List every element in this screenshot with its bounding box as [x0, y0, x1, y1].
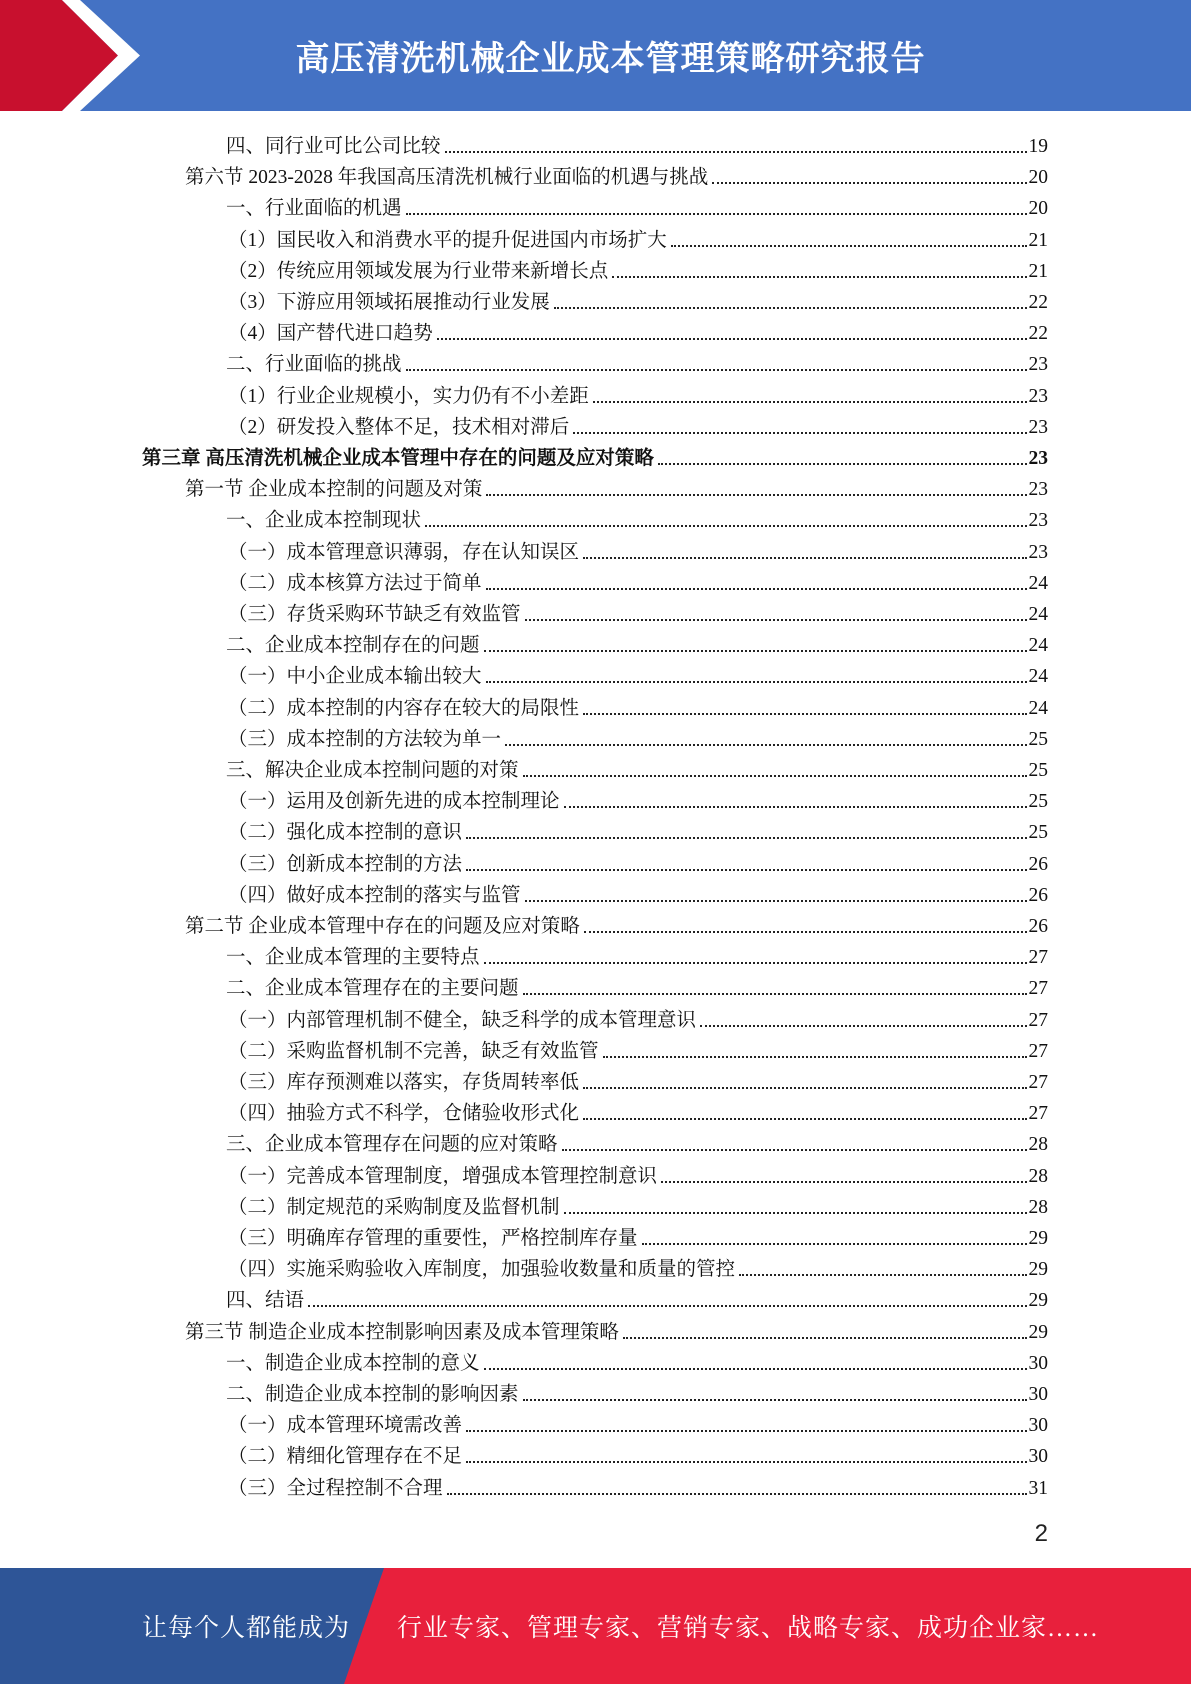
toc-leader-dots: [593, 401, 1027, 403]
toc-entry-title: （一）中小企业成本输出较大: [228, 666, 482, 688]
toc-entry[interactable]: [185, 471, 1048, 502]
toc-entry-title: 三、企业成本管理存在问题的应对策略: [226, 1134, 558, 1156]
toc-entry[interactable]: [226, 502, 1048, 533]
toc-entry-title: 一、制造企业成本控制的意义: [226, 1352, 480, 1374]
toc-entry-title: （3）下游应用领域拓展推动行业发展: [228, 292, 550, 313]
toc-entry-title: （二）成本核算方法过于简单: [228, 572, 482, 594]
toc-entry-page: 24: [1028, 666, 1048, 688]
toc-leader-dots: [583, 1087, 1026, 1089]
toc-entry-title: （1）行业企业规模小，实力仍有不小差距: [228, 385, 589, 407]
report-footer: [0, 1568, 1191, 1684]
toc-entry-title: 第六节 2023-2028 年我国高压清洗机械行业面临的机遇与挑战: [185, 167, 709, 189]
toc-leader-dots: [603, 1056, 1027, 1058]
toc-entry[interactable]: [228, 1158, 1048, 1189]
toc-entry-title: （三）全过程控制不合理: [228, 1477, 443, 1499]
toc-entry[interactable]: [226, 346, 1048, 377]
toc-entry-title: （2）研发投入整体不足，技术相对滞后: [228, 416, 570, 438]
toc-entry-title: （四）实施采购验收入库制度，加强验收数量和质量的管控: [228, 1259, 736, 1281]
toc-entry[interactable]: [185, 159, 1048, 190]
toc-entry-page: 20: [1028, 198, 1048, 220]
toc-entry-title: （二）强化成本控制的意识: [228, 822, 463, 844]
toc-leader-dots: [642, 1243, 1027, 1245]
toc-entry[interactable]: [142, 440, 1048, 471]
toc-leader-dots: [406, 213, 1027, 215]
toc-entry-page: 21: [1028, 229, 1048, 251]
toc-entry[interactable]: [228, 846, 1048, 877]
toc-entry-page: 23: [1028, 510, 1048, 532]
toc-entry[interactable]: [228, 658, 1048, 689]
toc-entry[interactable]: [228, 596, 1048, 627]
toc-entry-page: 27: [1028, 947, 1048, 969]
toc-entry[interactable]: [185, 908, 1048, 939]
footer-slogan-left: 让每个人都能成为: [142, 1615, 351, 1642]
toc-entry-page: 29: [1028, 1290, 1048, 1312]
toc-entry-title: （三）明确库存管理的重要性，严格控制库存量: [228, 1228, 638, 1249]
page-number: 2: [1034, 1520, 1048, 1547]
toc-entry[interactable]: [228, 409, 1048, 440]
toc-entry-page: 23: [1028, 416, 1048, 438]
toc-leader-dots: [700, 1025, 1026, 1027]
toc-entry-page: 25: [1028, 822, 1048, 844]
toc-entry-page: 24: [1028, 697, 1048, 719]
toc-entry-title: 一、企业成本控制现状: [226, 510, 422, 532]
toc-leader-dots: [466, 1430, 1026, 1432]
toc-entry-title: 四、结语: [226, 1290, 305, 1312]
toc-entry-page: 27: [1028, 1072, 1048, 1093]
report-title: 高压清洗机械企业成本管理策略研究报告: [295, 39, 926, 79]
toc-entry[interactable]: [226, 939, 1048, 970]
toc-leader-dots: [523, 993, 1027, 995]
toc-entry-page: 26: [1028, 884, 1048, 906]
toc-entry[interactable]: [228, 1095, 1048, 1126]
toc-entry[interactable]: [228, 1470, 1048, 1501]
toc-entry-page: 30: [1028, 1352, 1048, 1374]
toc-entry-page: 25: [1028, 728, 1048, 750]
toc-leader-dots: [486, 588, 1027, 590]
toc-entry[interactable]: [228, 1251, 1048, 1282]
toc-entry-page: 23: [1028, 354, 1048, 376]
toc-entry-page: 23: [1028, 479, 1048, 501]
toc-entry-title: （二）制定规范的采购制度及监督机制: [228, 1196, 560, 1218]
toc-leader-dots: [466, 869, 1026, 871]
toc-entry[interactable]: [228, 814, 1048, 845]
toc-leader-dots: [661, 1181, 1026, 1183]
toc-entry-title: （四）做好成本控制的落实与监管: [228, 884, 521, 906]
toc-leader-dots: [505, 744, 1026, 746]
toc-leader-dots: [447, 1493, 1027, 1495]
toc-leader-dots: [583, 1118, 1026, 1120]
toc-entry-page: 27: [1028, 978, 1048, 1000]
toc-leader-dots: [712, 182, 1026, 184]
toc-leader-dots: [445, 151, 1027, 153]
toc-entry-title: 二、制造企业成本控制的影响因素: [226, 1384, 519, 1405]
toc-entry[interactable]: [228, 783, 1048, 814]
toc-entry-page: 23: [1028, 448, 1048, 469]
toc-entry[interactable]: [228, 1064, 1048, 1095]
toc-entry-title: （二）精细化管理存在不足: [228, 1446, 463, 1468]
toc-leader-dots: [562, 1149, 1027, 1151]
toc-entry-title: 一、行业面临的机遇: [226, 198, 402, 220]
toc-leader-dots: [612, 276, 1026, 278]
toc-entry-page: 21: [1028, 260, 1048, 282]
toc-entry-page: 25: [1028, 791, 1048, 813]
toc-leader-dots: [486, 494, 1026, 496]
header-arrow-decoration: [0, 0, 160, 111]
toc-entry-title: （2）传统应用领域发展为行业带来新增长点: [228, 260, 609, 282]
toc-entry-page: 19: [1028, 136, 1048, 157]
toc-leader-dots: [484, 650, 1027, 652]
toc-entry-title: （4）国产替代进口趋势: [228, 323, 433, 345]
toc-leader-dots: [525, 900, 1027, 902]
toc-leader-dots: [623, 1337, 1027, 1339]
toc-entry[interactable]: [228, 1189, 1048, 1220]
toc-entry-title: （1）国民收入和消费水平的提升促进国内市场扩大: [228, 229, 667, 251]
toc-entry[interactable]: [226, 1126, 1048, 1157]
toc-entry-title: （一）成本管理意识薄弱，存在认知误区: [228, 541, 580, 563]
toc-leader-dots: [466, 837, 1026, 839]
toc-entry[interactable]: [228, 315, 1048, 346]
toc-entry[interactable]: [226, 128, 1048, 159]
toc-entry-title: 二、行业面临的挑战: [226, 354, 402, 376]
toc-entry[interactable]: [228, 1002, 1048, 1033]
toc-entry-title: （三）存货采购环节缺乏有效监管: [228, 604, 521, 625]
toc-leader-dots: [584, 931, 1027, 933]
toc-entry-title: （三）库存预测难以落实，存货周转率低: [228, 1072, 580, 1093]
toc-leader-dots: [739, 1274, 1026, 1276]
toc-entry[interactable]: [228, 1438, 1048, 1469]
toc-leader-dots: [466, 1461, 1026, 1463]
toc-leader-dots: [573, 432, 1026, 434]
toc-entry-title: 第三章 高压清洗机械企业成本管理中存在的问题及应对策略: [142, 448, 654, 469]
toc-leader-dots: [658, 463, 1027, 465]
toc-leader-dots: [583, 713, 1026, 715]
toc-leader-dots: [554, 307, 1027, 309]
toc-leader-dots: [525, 619, 1027, 621]
toc-entry[interactable]: [228, 1407, 1048, 1438]
toc-entry-page: 30: [1028, 1384, 1048, 1405]
toc-leader-dots: [425, 525, 1026, 527]
toc-entry[interactable]: [228, 565, 1048, 596]
toc-entry-title: 三、解决企业成本控制问题的对策: [226, 760, 519, 781]
toc-entry-page: 20: [1028, 167, 1048, 189]
toc-entry-title: （三）成本控制的方法较为单一: [228, 728, 502, 750]
toc-entry-page: 26: [1028, 916, 1048, 937]
toc-leader-dots: [564, 1212, 1027, 1214]
toc-entry-title: 一、企业成本管理的主要特点: [226, 947, 480, 969]
toc-entry-page: 27: [1028, 1009, 1048, 1031]
toc-entry-title: 第一节 企业成本控制的问题及对策: [185, 479, 483, 501]
toc-entry[interactable]: [228, 284, 1048, 315]
toc-entry[interactable]: [185, 1314, 1048, 1345]
toc-entry-page: 27: [1028, 1040, 1048, 1062]
toc-entry[interactable]: [228, 534, 1048, 565]
toc-entry-page: 24: [1028, 635, 1048, 657]
toc-entry[interactable]: [228, 378, 1048, 409]
toc-entry[interactable]: [228, 222, 1048, 253]
toc-entry-title: （二）采购监督机制不完善，缺乏有效监管: [228, 1040, 599, 1062]
toc-entry-title: （一）完善成本管理制度，增强成本管理控制意识: [228, 1165, 658, 1187]
toc-leader-dots: [308, 1305, 1026, 1307]
toc-entry-page: 23: [1028, 541, 1048, 563]
toc-entry[interactable]: [226, 190, 1048, 221]
toc-leader-dots: [583, 557, 1026, 559]
footer-slogan-right: 行业专家、管理专家、营销专家、战略专家、成功企业家……: [397, 1615, 1100, 1642]
toc-entry[interactable]: [228, 1033, 1048, 1064]
toc-leader-dots: [523, 775, 1027, 777]
toc-entry-page: 22: [1028, 323, 1048, 345]
toc-entry[interactable]: [228, 877, 1048, 908]
toc-entry-title: 第二节 企业成本管理中存在的问题及应对策略: [185, 916, 580, 937]
toc-entry-title: 四、同行业可比公司比较: [226, 136, 441, 157]
toc-entry-page: 24: [1028, 604, 1048, 625]
toc-entry-title: （四）抽验方式不科学，仓储验收形式化: [228, 1103, 580, 1125]
toc-entry[interactable]: [228, 253, 1048, 284]
toc-leader-dots: [406, 369, 1027, 371]
toc-entry[interactable]: [226, 1282, 1048, 1313]
toc-entry-page: 30: [1028, 1415, 1048, 1437]
toc-entry-page: 29: [1028, 1228, 1048, 1249]
toc-leader-dots: [564, 806, 1027, 808]
toc-entry-page: 22: [1028, 292, 1048, 313]
toc-entry-page: 28: [1028, 1196, 1048, 1218]
toc-entry[interactable]: [226, 1376, 1048, 1407]
toc-entry[interactable]: [228, 1220, 1048, 1251]
toc-entry-title: 二、企业成本管理存在的主要问题: [226, 978, 519, 1000]
toc-entry-page: 23: [1028, 385, 1048, 407]
toc-entry-title: 二、企业成本控制存在的问题: [226, 635, 480, 657]
toc-entry-page: 28: [1028, 1134, 1048, 1156]
toc-entry-title: （一）成本管理环境需改善: [228, 1415, 463, 1437]
toc-entry[interactable]: [226, 1345, 1048, 1376]
toc-entry[interactable]: [226, 752, 1048, 783]
toc-entry[interactable]: [226, 970, 1048, 1001]
toc-leader-dots: [523, 1399, 1027, 1401]
toc-entry-page: 27: [1028, 1103, 1048, 1125]
toc-leader-dots: [486, 681, 1027, 683]
toc-entry-page: 29: [1028, 1321, 1048, 1343]
toc-entry-page: 26: [1028, 853, 1048, 875]
toc-leader-dots: [671, 245, 1027, 247]
toc-entry-page: 30: [1028, 1446, 1048, 1468]
toc-entry-page: 25: [1028, 760, 1048, 781]
toc-entry-page: 24: [1028, 572, 1048, 594]
toc-leader-dots: [484, 962, 1027, 964]
toc-entry-page: 31: [1028, 1477, 1048, 1499]
toc-entry-page: 29: [1028, 1259, 1048, 1281]
toc-entry[interactable]: [226, 627, 1048, 658]
toc-leader-dots: [437, 338, 1027, 340]
toc-entry-title: （二）成本控制的内容存在较大的局限性: [228, 697, 580, 719]
toc-entry-title: （一）内部管理机制不健全，缺乏科学的成本管理意识: [228, 1009, 697, 1031]
toc-leader-dots: [484, 1368, 1027, 1370]
toc-entry-title: 第三节 制造企业成本控制影响因素及成本管理策略: [185, 1321, 619, 1343]
toc-entry-page: 28: [1028, 1165, 1048, 1187]
toc-entry[interactable]: [228, 690, 1048, 721]
toc-entry-title: （三）创新成本控制的方法: [228, 853, 463, 875]
toc-entry-title: （一）运用及创新先进的成本控制理论: [228, 791, 560, 813]
report-header: [0, 0, 1191, 111]
toc-entry[interactable]: [228, 721, 1048, 752]
